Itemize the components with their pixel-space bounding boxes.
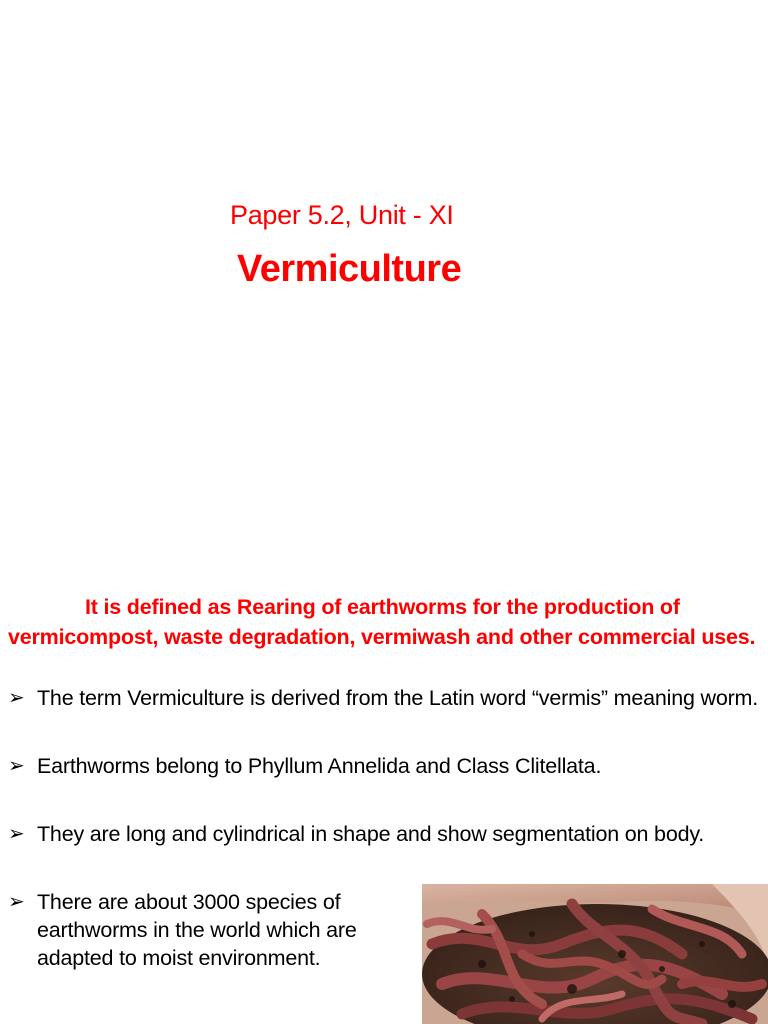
slide-title: Vermiculture (237, 248, 462, 290)
definition-paragraph: It is defined as Rearing of earthworms for the production of vermicompost, waste degradation, vermiwash and other commercial uses. (8, 595, 756, 649)
earthworms-photo-icon (422, 884, 768, 1024)
bullet-text: The term Vermiculture is derived from the Latin word “vermis” meaning worm. (37, 686, 759, 710)
earthworms-photo (422, 884, 768, 1024)
arrow-bullet-icon: ➢ (8, 823, 25, 845)
bullet-text: They are long and cylindrical in shape and show segmentation on body. (37, 822, 705, 846)
bullet-item (8, 752, 768, 780)
slide-subtitle: Paper 5.2, Unit - XI (230, 200, 454, 230)
arrow-bullet-icon: ➢ (8, 755, 25, 777)
bullet-text: There are about 3000 species of earthworms in the world which are adapted to moist environment. (37, 890, 357, 970)
bullet-text: Earthworms belong to Phyllum Annelida and Class Clitellata. (37, 754, 602, 778)
arrow-bullet-icon: ➢ (8, 891, 25, 913)
bullet-item (8, 820, 705, 848)
bullet-item (8, 684, 768, 712)
bullet-item (8, 888, 417, 972)
arrow-bullet-icon: ➢ (8, 687, 25, 709)
